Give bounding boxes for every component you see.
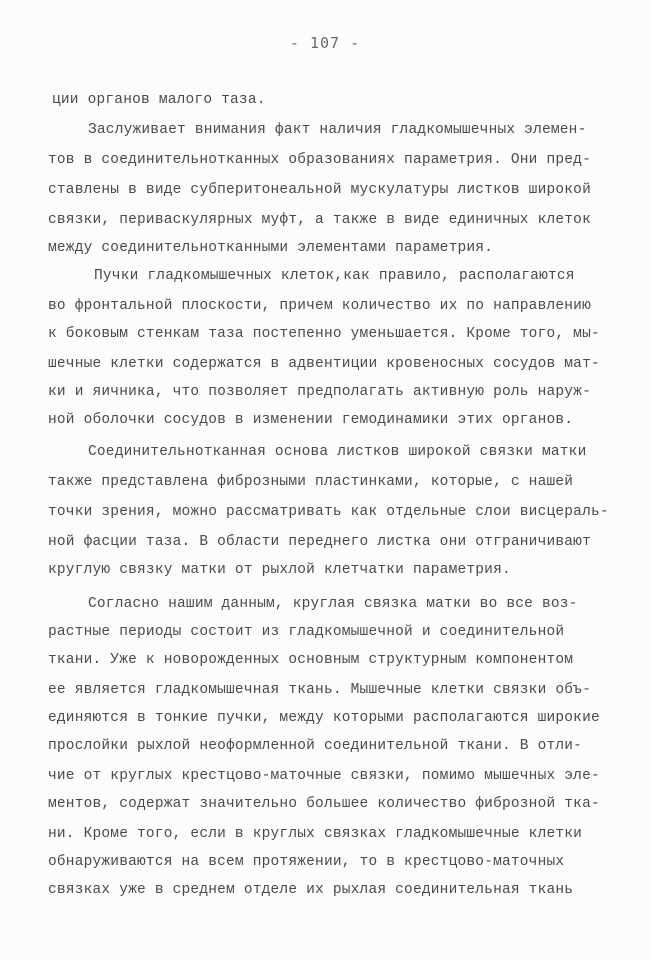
text-line: ки и яичника, что позволяет предполагать активную роль наруж- bbox=[48, 384, 591, 400]
page-number: - 107 - bbox=[289, 34, 361, 52]
text-line: тов в соединительнотканных образованиях параметрия. Они пред- bbox=[48, 152, 591, 168]
text-line: связки, периваскулярных муфт, а также в виде единичных клеток bbox=[48, 212, 591, 228]
text-line: Соединительнотканная основа листков широкой связки матки bbox=[88, 444, 587, 460]
text-line: шечные клетки содержатся в адвентиции кровеносных сосудов мат- bbox=[48, 356, 600, 372]
text-line: ции органов малого таза. bbox=[52, 92, 266, 108]
text-line: ной фасции таза. В области переднего листка они отграничивают bbox=[48, 534, 591, 550]
text-line: прослойки рыхлой неоформленной соединительной ткани. В отли- bbox=[48, 738, 583, 754]
text-line: к боковым стенкам таза постепенно уменьшается. Кроме того, мы- bbox=[48, 326, 600, 342]
text-line: ной оболочки сосудов в изменении гемодинамики этих органов. bbox=[48, 412, 574, 428]
text-line: связках уже в среднем отделе их рыхлая соединительная ткань bbox=[48, 882, 574, 898]
text-line: Пучки гладкомышечных клеток,как правило, располагаются bbox=[94, 268, 575, 284]
text-line: ни. Кроме того, если в круглых связках гладкомышечные клетки bbox=[48, 826, 583, 842]
text-line: точки зрения, можно рассматривать как отдельные слои висцераль- bbox=[48, 504, 609, 520]
text-line: ставлены в виде субперитонеальной мускулатуры листков широкой bbox=[48, 182, 591, 198]
text-line: круглую связку матки от рыхлой клетчатки параметрия. bbox=[48, 562, 511, 578]
text-line: растные периоды состоит из гладкомышечной и соединительной bbox=[48, 624, 565, 640]
text-line: чие от круглых крестцово-маточные связки, помимо мышечных эле- bbox=[48, 768, 600, 784]
text-line: Заслуживает внимания факт наличия гладкомышечных элемен- bbox=[88, 122, 587, 138]
text-line: Согласно нашим данным, круглая связка матки во все воз- bbox=[88, 596, 578, 612]
text-line: единяются в тонкие пучки, между которыми располагаются широкие bbox=[48, 710, 600, 726]
text-line: ткани. Уже к новорожденных основным структурным компонентом bbox=[48, 652, 574, 668]
text-line: между соединительнотканными элементами параметрия. bbox=[48, 240, 494, 256]
text-line: ее является гладкомышечная ткань. Мышечные клетки связки объ- bbox=[48, 682, 591, 698]
text-line: также представлена фиброзными пластинками, которые, с нашей bbox=[48, 474, 574, 490]
text-line: во фронтальной плоскости, причем количество их по направлению bbox=[48, 298, 591, 314]
text-line: ментов, содержат значительно большее количество фиброзной тка- bbox=[48, 796, 600, 812]
text-line: обнаруживаются на всем протяжении, то в крестцово-маточных bbox=[48, 854, 565, 870]
